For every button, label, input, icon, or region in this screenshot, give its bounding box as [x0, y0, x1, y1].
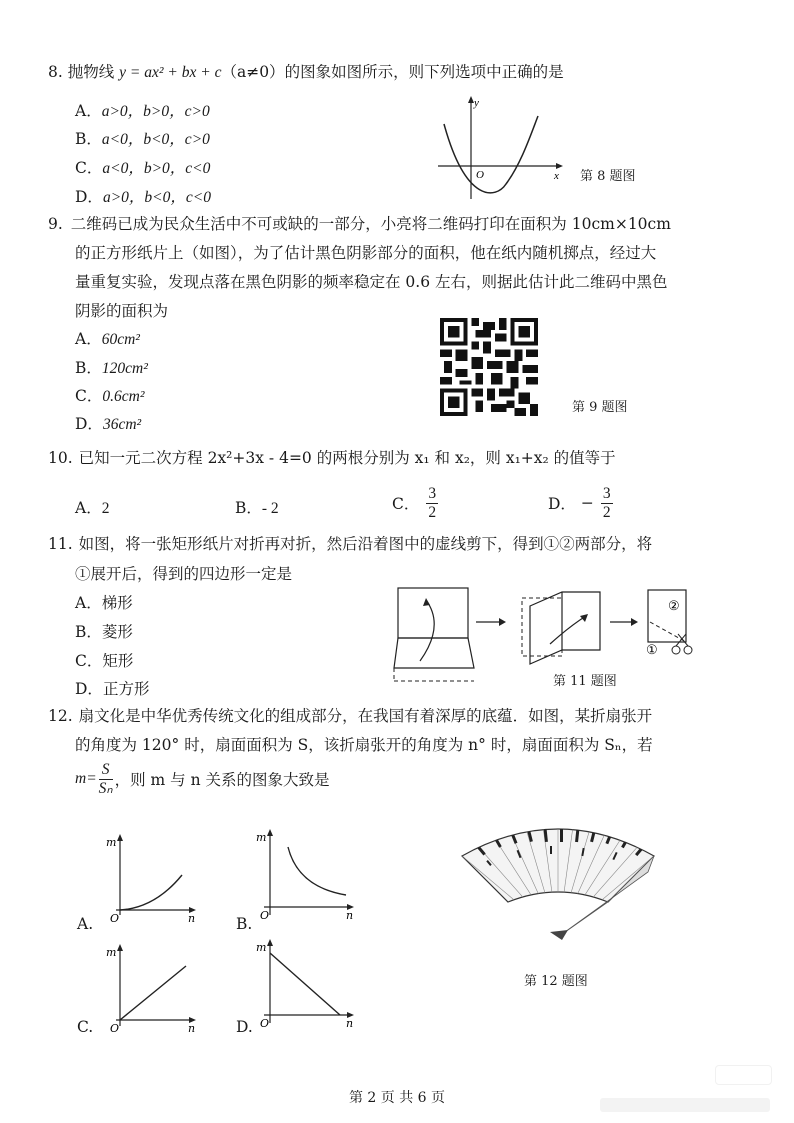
folding-fan-image [458, 812, 658, 947]
q12-graph-b-letter: B. [236, 915, 253, 933]
q8-stem: 8. 抛物线 y = ax² + bx + c（a≠0）的图象如图所示，则下列选项中正确的是 [48, 63, 564, 81]
q10-fraction-c: $\frac{3}{2}$ [428, 485, 437, 521]
q12-graph-d-letter: D. [236, 1018, 253, 1036]
page-footer: 第 2 页 共 6 页 [348, 1090, 446, 1106]
q10-option-a: A．2 [75, 499, 110, 517]
q8-number: 8. [48, 63, 63, 81]
q12-stem-line2: 的角度为 120° 时，扇面面积为 S，该折扇张开的角度为 n° 时，扇面面积为 Sₙ，若 [75, 736, 653, 754]
q11-option-a: A．梯形 [75, 594, 133, 612]
q11-label-1: ① [646, 643, 658, 658]
q10-fraction-d: $\frac{3}{2}$ [602, 485, 611, 521]
q12-d-origin: O [260, 1017, 270, 1030]
q11-folding-figure [390, 586, 700, 686]
q12-c-origin: O [110, 1022, 120, 1035]
q12-number: 12. [48, 707, 73, 725]
q12-b-axis-n: n [346, 909, 354, 922]
q9-caption: 第 9 题图 [572, 400, 628, 415]
q10-option-d: D． − $\frac{3}{2}$ [548, 485, 611, 521]
q12-a-origin: O [110, 912, 120, 925]
watermark-logo [715, 1065, 772, 1085]
qr-code-image [440, 318, 538, 416]
q11-label-2: ② [668, 599, 680, 614]
q12-c-axis-m: m [106, 946, 117, 959]
q12-stem-line1: 12. 扇文化是中华优秀传统文化的组成部分，在我国有着深厚的底蕴．如图，某折扇张开 [48, 707, 653, 725]
q12-a-axis-n: n [188, 912, 196, 925]
q8-formula: y = ax² + bx + c [119, 64, 222, 81]
q12-graph-a-letter: A. [77, 915, 94, 933]
q10-option-b: B．- 2 [235, 499, 279, 517]
q12-d-axis-n: n [346, 1017, 354, 1030]
q9-stem-line4: 阴影的面积为 [75, 302, 169, 320]
q10-option-c: C． $\frac{3}{2}$ [392, 485, 437, 521]
q10-number: 10. [48, 449, 73, 467]
q12-graph-c [100, 940, 200, 1035]
q12-caption: 第 12 题图 [524, 974, 588, 989]
q8-option-d: D．a>0，b<0，c<0 [75, 188, 211, 206]
watermark-text [600, 1098, 770, 1112]
q12-c-axis-n: n [188, 1022, 196, 1035]
q8-origin: O [476, 169, 484, 181]
q9-stem-line3: 量重复实验，发现点落在黑色阴影的频率稳定在 0.6 左右，则据此估计此二维码中黑色 [75, 273, 668, 291]
q12-b-axis-m: m [256, 831, 267, 844]
q11-option-b: B．菱形 [75, 623, 133, 641]
q11-option-d: D．正方形 [75, 680, 150, 698]
q8-axis-y: y [474, 97, 479, 109]
q12-graph-c-letter: C. [77, 1018, 94, 1036]
q12-graph-a [100, 830, 200, 925]
q10-stem: 10. 已知一元二次方程 2x²+3x - 4=0 的两根分别为 x₁ 和 x₂，则 x₁+x₂ 的值等于 [48, 449, 616, 467]
q11-caption: 第 11 题图 [553, 674, 617, 689]
q9-number: 9. [48, 215, 63, 233]
q12-stem-line3: m= $\frac{S}{\text{Sₙ}}$ ，则 m 与 n 关系的图象大致是 [75, 761, 330, 797]
q8-option-c: C．a<0，b>0，c<0 [75, 159, 211, 177]
q11-stem-line2: ①展开后，得到的四边形一定是 [75, 565, 293, 583]
q8-axis-x: x [554, 170, 559, 182]
q9-option-b: B．120cm² [75, 359, 148, 377]
q8-option-a: A．a>0，b>0，c>0 [75, 102, 210, 120]
q12-a-axis-m: m [106, 836, 117, 849]
q9-option-d: D．36cm² [75, 415, 142, 433]
q8-parabola-figure [436, 94, 571, 204]
q9-option-a: A．60cm² [75, 330, 140, 348]
q11-number: 11. [48, 535, 73, 553]
q12-b-origin: O [260, 909, 270, 922]
q12-d-axis-m: m [256, 941, 267, 954]
q9-option-c: C．0.6cm² [75, 387, 145, 405]
q11-stem-line1: 11. 如图，将一张矩形纸片对折再对折，然后沿着图中的虚线剪下，得到①②两部分，将 [48, 535, 653, 553]
q12-fraction: $\frac{S}{\text{Sₙ}}$ [98, 761, 113, 797]
q8-option-b: B．a<0，b<0，c>0 [75, 130, 210, 148]
q9-stem-line2: 的正方形纸片上（如图），为了估计黑色阴影部分的面积，他在纸内随机掷点，经过大 [75, 244, 657, 262]
q12-graph-b [250, 825, 360, 920]
q11-option-c: C．矩形 [75, 652, 134, 670]
q9-stem-line1: 9. 二维码已成为民众生活中不可或缺的一部分，小亮将二维码打印在面积为 10cm×10cm [48, 215, 671, 233]
q12-graph-d [250, 935, 360, 1030]
scissors-icon [672, 634, 692, 654]
q8-caption: 第 8 题图 [580, 169, 636, 184]
